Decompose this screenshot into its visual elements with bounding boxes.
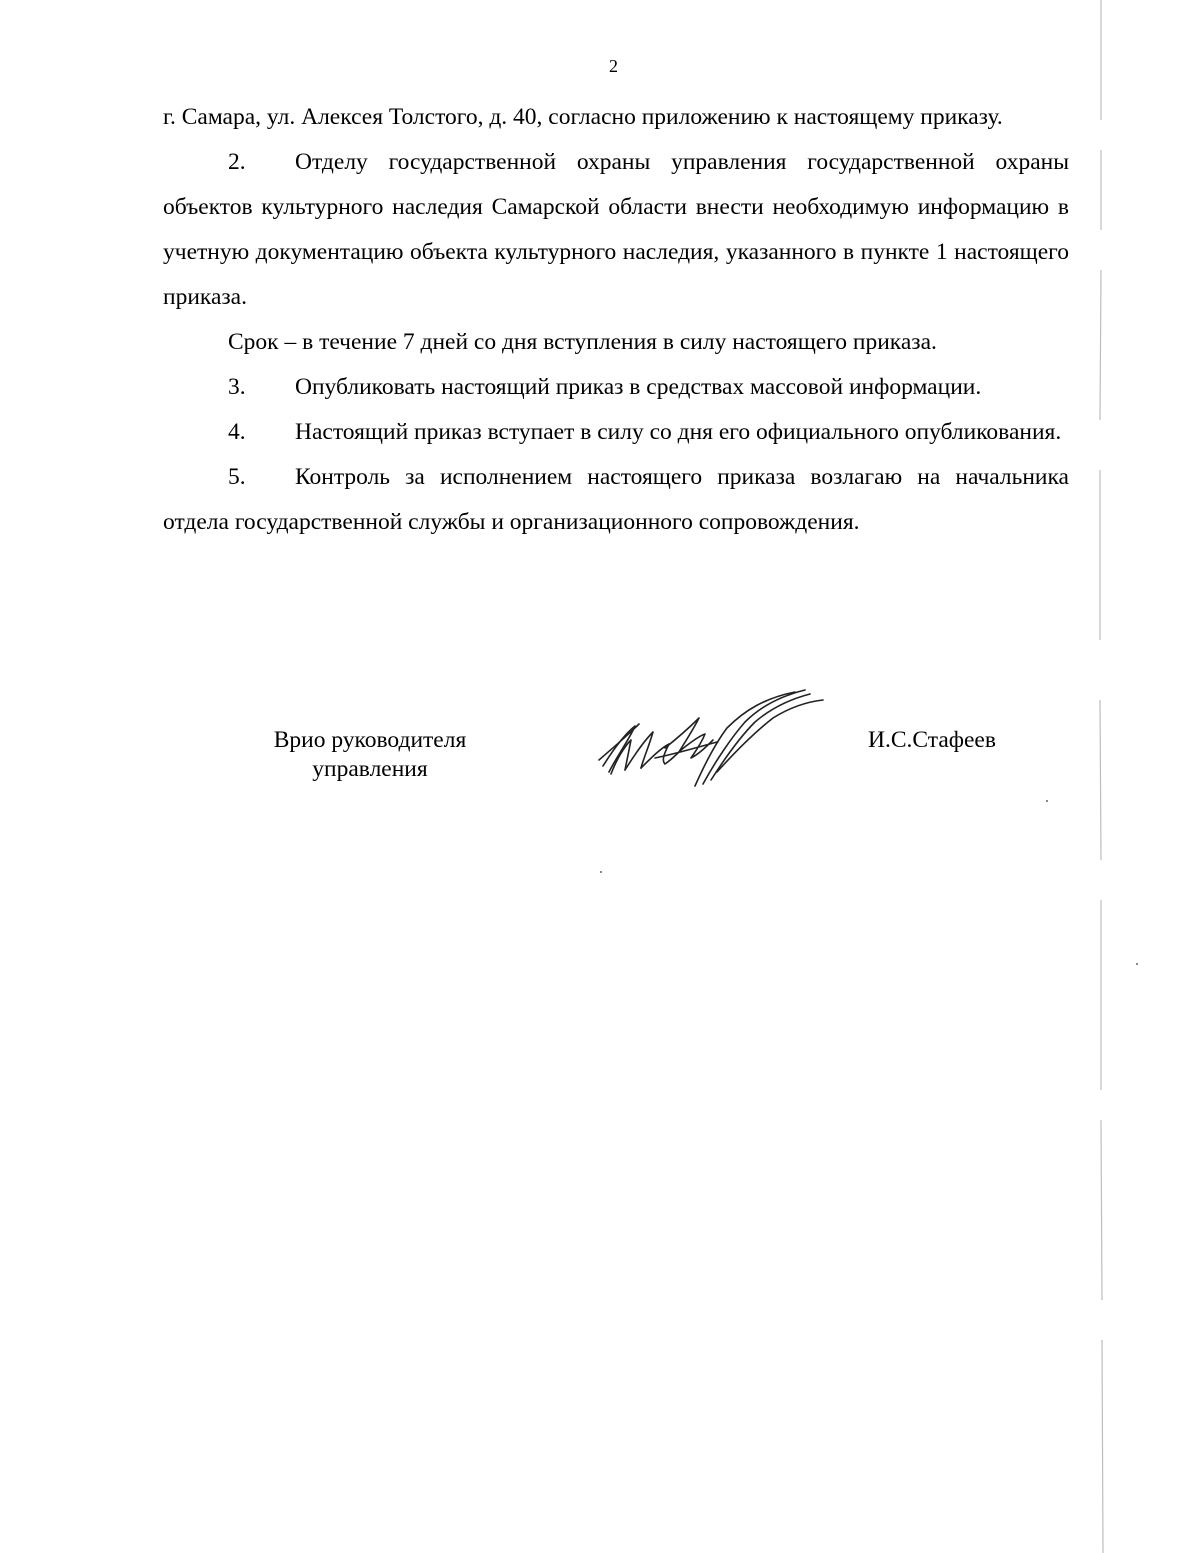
signatory-title: [240, 726, 500, 784]
scan-speck: [1136, 963, 1138, 965]
scan-speck: [600, 871, 602, 873]
item-number: 2.: [228, 149, 246, 175]
item-text: Настоящий приказ вступает в силу со дня его официального опубликования.: [295, 419, 1062, 445]
signatory-title-line1: Врио руководителя: [273, 727, 467, 753]
paragraph-address-continuation: г. Самара, ул. Алексея Толстого, д. 40, согласно приложению к настоящему приказу.: [163, 104, 1003, 130]
paragraph-item-3: [163, 365, 1069, 410]
item-text: Контроль за исполнением настоящего приказа возлагаю на начальника отдела государственной службы и организационного сопровождения.: [163, 464, 1069, 535]
scan-edge-mark: [1092, 0, 1108, 1553]
paragraph-item-2: [163, 140, 1069, 320]
item-text: Опубликовать настоящий приказ в средствах массовой информации.: [295, 374, 982, 400]
paragraph-item-5: [163, 455, 1069, 545]
signatory-name: И.С.Стафеев: [868, 727, 996, 753]
page-number: 2: [609, 56, 618, 76]
scan-speck: [1046, 800, 1048, 802]
item-number: 4.: [228, 419, 246, 445]
signatory-title-line2: управления: [312, 756, 428, 782]
paragraph-item-4: [163, 410, 1069, 455]
item-number: 5.: [228, 464, 246, 490]
item-text: Отделу государственной охраны управления государственной охраны объектов культурного наследия Самарской области внести необходимую информацию в учетную документацию объекта культурного наследия, указанного в пункте 1 настоящего приказа.: [163, 149, 1069, 310]
handwritten-signature: [595, 688, 835, 798]
document-body: [163, 95, 1069, 545]
item-number: 3.: [228, 374, 246, 400]
paragraph-deadline: Срок – в течение 7 дней со дня вступления в силу настоящего приказа.: [228, 329, 937, 355]
